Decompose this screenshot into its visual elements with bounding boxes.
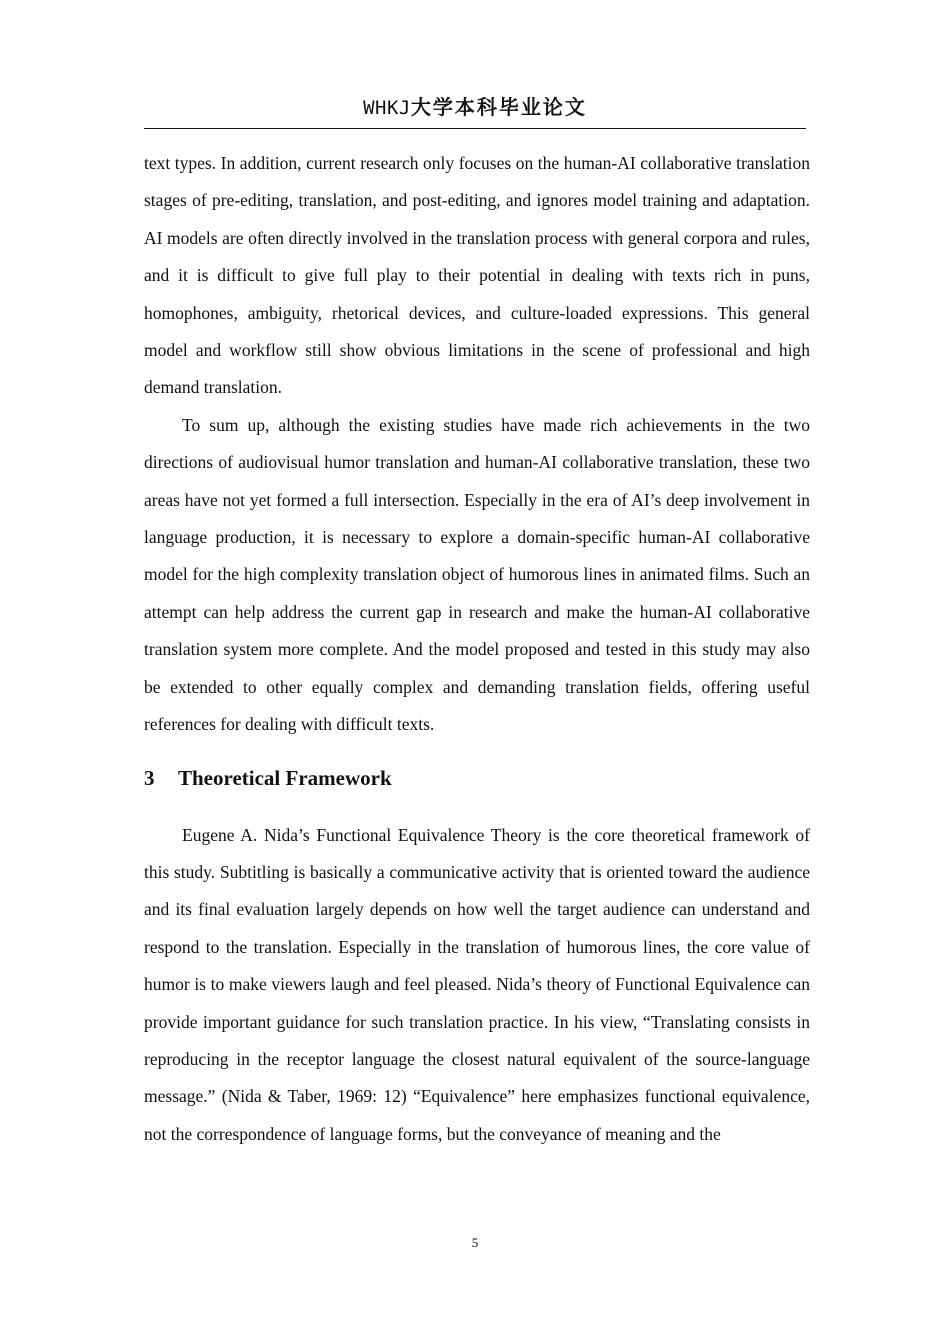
section-number: 3 — [144, 765, 155, 790]
paragraph-1: text types. In addition, current research only focuses on the human-AI collaborative translation stages of pre-editing, translation, and post-editing, and ignores model training and adaptation. AI models are often directly involved in the translation process with general corpora and rules, and it is difficult to give full play to their potential in dealing with texts rich in puns, homophones, ambiguity, rhetorical devices, and culture-loaded expressions. This general model and workflow still show obvious limitations in the scene of professional and high demand translation. — [144, 153, 810, 398]
section-heading — [144, 763, 810, 793]
paragraph-2: To sum up, although the existing studies have made rich achievements in the two directions of audiovisual humor translation and human-AI collaborative translation, these two areas have not yet formed a full intersection. Especially in the era of AI’s deep involvement in language production, it is necessary to explore a domain-specific human-AI collaborative model for the high complexity translation object of humorous lines in animated films. Such an attempt can help address the current gap in research and make the human-AI collaborative translation system more complete. And the model proposed and tested in this study may also be extended to other equally complex and demanding translation fields, offering useful references for dealing with difficult texts. — [144, 414, 810, 735]
header-university-code: WHKJ — [363, 97, 411, 119]
running-header — [144, 92, 806, 122]
page-number: 5 — [471, 1235, 479, 1250]
paragraph-3: Eugene A. Nida’s Functional Equivalence Theory is the core theoretical framework of this study. Subtitling is basically a communicative activity that is oriented toward the audience and its final evaluation largely depends on how well the target audience can understand and respond to the translation. Especially in the translation of humorous lines, the core value of humor is to make viewers laugh and feel pleased. Nida’s theory of Functional Equivalence can provide important guidance for such translation practice. In his view, “Translating consists in reproducing in the receptor language the closest natural equivalent of the source-language message.” (Nida & Taber, 1969: 12) “Equivalence” here emphasizes functional equivalence, not the correspondence of language forms, but the conveyance of meaning and the — [144, 824, 810, 1144]
section-title: Theoretical Framework — [178, 765, 392, 790]
header-title: 大学本科毕业论文 — [410, 95, 587, 119]
page-body — [144, 145, 810, 1153]
header-rule — [144, 128, 806, 129]
